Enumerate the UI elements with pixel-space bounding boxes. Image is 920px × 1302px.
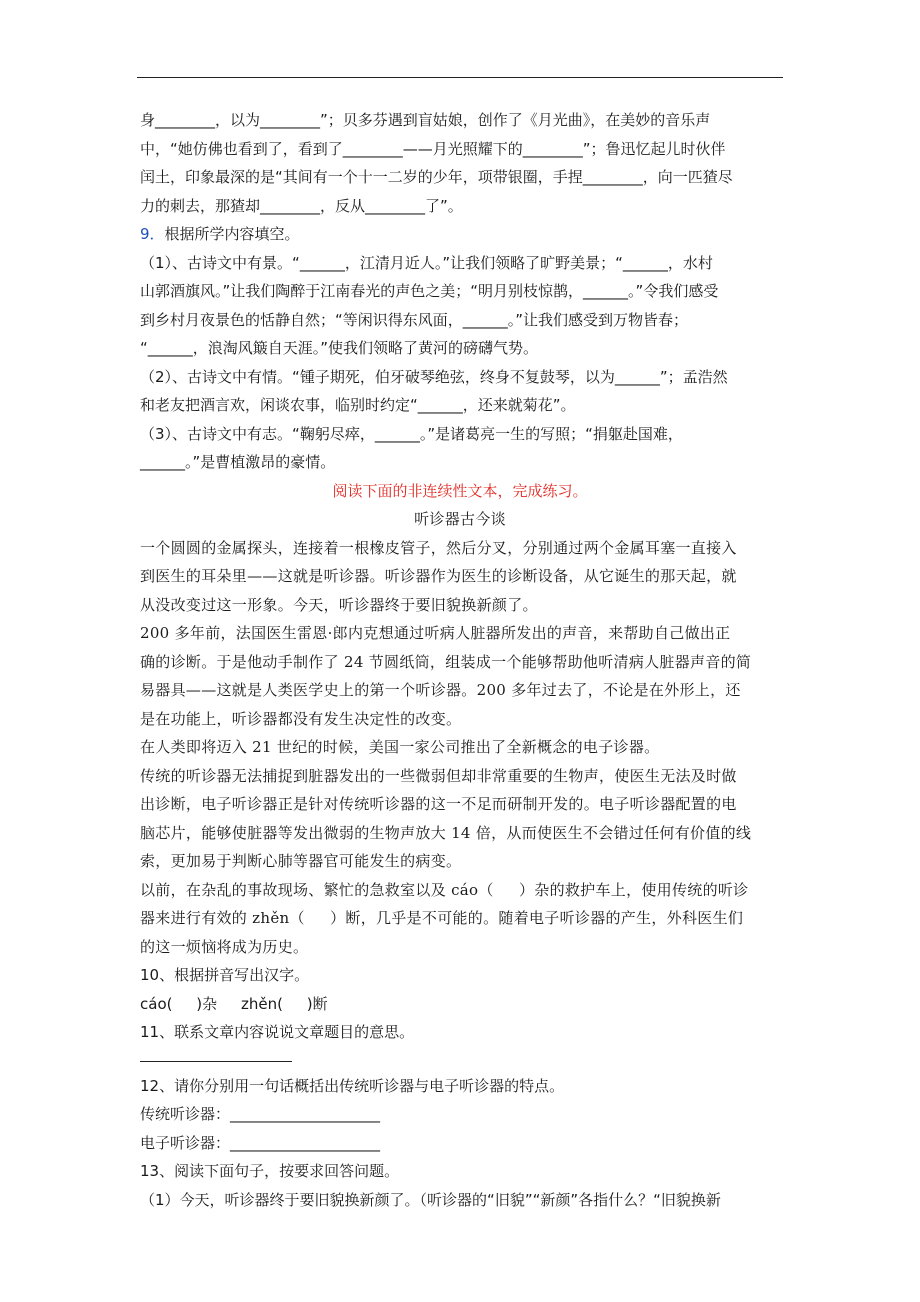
answer-line-traditional: 传统听诊器：____________________ — [140, 1105, 381, 1123]
text-line: （1）、古诗文中有景。“______，江清月近人。”让我们领略了旷野美景；“______，水村 — [140, 253, 713, 272]
text-line: 器来进行有效的 zhěn（ ）断，几乎是不可能的。随着电子听诊器的产生，外科医生们 — [140, 909, 744, 927]
question-9 — [140, 220, 780, 477]
question-12 — [140, 1072, 780, 1158]
question-10-line: cáo( )杂 zhěn( )断 — [140, 994, 328, 1013]
worksheet-page — [140, 106, 780, 1214]
text-line: 在人类即将迈入 21 世纪的时候，美国一家公司推出了全新概念的电子诊器。 — [140, 738, 660, 756]
text-line: “______，浪淘风簸自天涯。”使我们领略了黄河的磅礴气势。 — [140, 339, 539, 357]
text-line: 和老友把酒言欢，闲谈农事，临别时约定“______，还来就菊花”。 — [140, 396, 576, 414]
answer-line-electronic: 电子听诊器：____________________ — [140, 1133, 381, 1152]
text-line: 的这一烦恼将成为历史。 — [140, 937, 309, 956]
question-12-stem: 12、请你分别用一句话概括出传统听诊器与电子听诊器的特点。 — [140, 1076, 565, 1095]
header-rule — [137, 77, 783, 78]
text-line: 一个圆圆的金属探头，连接着一根橡皮管子，然后分叉，分别通过两个金属耳塞一直接入 — [140, 538, 737, 557]
article-title: 听诊器古今谈 — [414, 510, 506, 528]
text-line: 出诊断，电子听诊器正是针对传统听诊器的这一不足而研制开发的。电子听诊器配置的电 — [140, 795, 737, 813]
question-10-stem: 10、根据拼音写出汉字。 — [140, 966, 310, 984]
text-line: 中，“她仿佛也看到了，看到了________——月光照耀下的________”；鲁迅忆起儿时伙伴 — [140, 139, 726, 158]
text-line: 山郭酒旗风。”让我们陶醉于江南春光的声色之美；“明月别枝惊鹊，______。”令我们感受 — [140, 282, 719, 300]
question-13-sub1: （1）今天，听诊器终于要旧貌换新颜了。（听诊器的“旧貌”“新颜”各指什么？“旧貌换新 — [140, 1190, 721, 1209]
text-line: ______。”是曹植激昂的豪情。 — [140, 453, 336, 471]
reading-instruction: 阅读下面的非连续性文本，完成练习。 — [332, 481, 588, 500]
text-line: （3）、古诗文中有志。“鞠躬尽瘁，______。”是诸葛亮一生的写照；“捐躯赴国难， — [140, 424, 683, 443]
question-13-stem: 13、阅读下面句子，按要求回答问题。 — [140, 1162, 400, 1180]
question-10 — [140, 961, 780, 1018]
question-11-stem: 11、联系文章内容说说文章题目的意思。 — [140, 1023, 415, 1041]
text-line: 200 多年前，法国医生雷恩·郎内克想通过听病人脏器所发出的声音，来帮助自己做出正 — [140, 624, 731, 642]
question-13 — [140, 1157, 780, 1214]
question-number: 9． — [140, 225, 165, 243]
text-line: 身________，以为________”；贝多芬遇到盲姑娘，创作了《月光曲》，在美妙的音乐声 — [140, 111, 711, 129]
text-line: （2）、古诗文中有情。“锺子期死，伯牙破琴绝弦，终身不复鼓琴，以为______”；孟浩然 — [140, 367, 728, 386]
question-9-stem: 9．根据所学内容填空。 — [140, 225, 300, 243]
article-body — [140, 534, 780, 962]
text-line: 易器具——这就是人类医学史上的第一个听诊器。200 多年过去了，不论是在外形上，还 — [140, 681, 741, 699]
text-line: 到医生的耳朵里——这就是听诊器。听诊器作为医生的诊断设备，从它诞生的那天起，就 — [140, 567, 737, 585]
text-line: 是在功能上，听诊器都没有发生决定性的改变。 — [140, 709, 462, 728]
answer-line — [140, 1047, 292, 1062]
text-line: 传统的听诊器无法捕捉到脏器发出的一些微弱但却非常重要的生物声，使医生无法及时做 — [140, 766, 737, 785]
text-line: 确的诊断。于是他动手制作了 24 节圆纸筒，组装成一个能够帮助他听清病人脏器声音的简 — [140, 652, 752, 671]
text-line: 力的刺去，那猹却________，反从________了”。 — [140, 196, 463, 215]
text-line: 闰土，印象最深的是“其间有一个十一二岁的少年，项带银圈，手捏________，向一匹猹尽 — [140, 168, 733, 186]
text-line: 索，更加易于判断心肺等器官可能发生的病变。 — [140, 852, 462, 870]
question-11 — [140, 1018, 780, 1062]
top-paragraph — [140, 106, 780, 220]
text-line: 到乡村月夜景色的恬静自然；“等闲识得东风面，______。”让我们感受到万物皆春； — [140, 310, 689, 329]
text-line: 脑芯片，能够使脏器等发出微弱的生物声放大 14 倍，从而使医生不会错过任何有价值的线 — [140, 823, 752, 842]
text-line: 从没改变过这一形象。今天，听诊器终于要旧貌换新颜了。 — [140, 595, 538, 614]
text-line: 以前，在杂乱的事故现场、繁忙的急救室以及 cáo（ ）杂的救护车上，使用传统的听诊 — [140, 880, 749, 899]
